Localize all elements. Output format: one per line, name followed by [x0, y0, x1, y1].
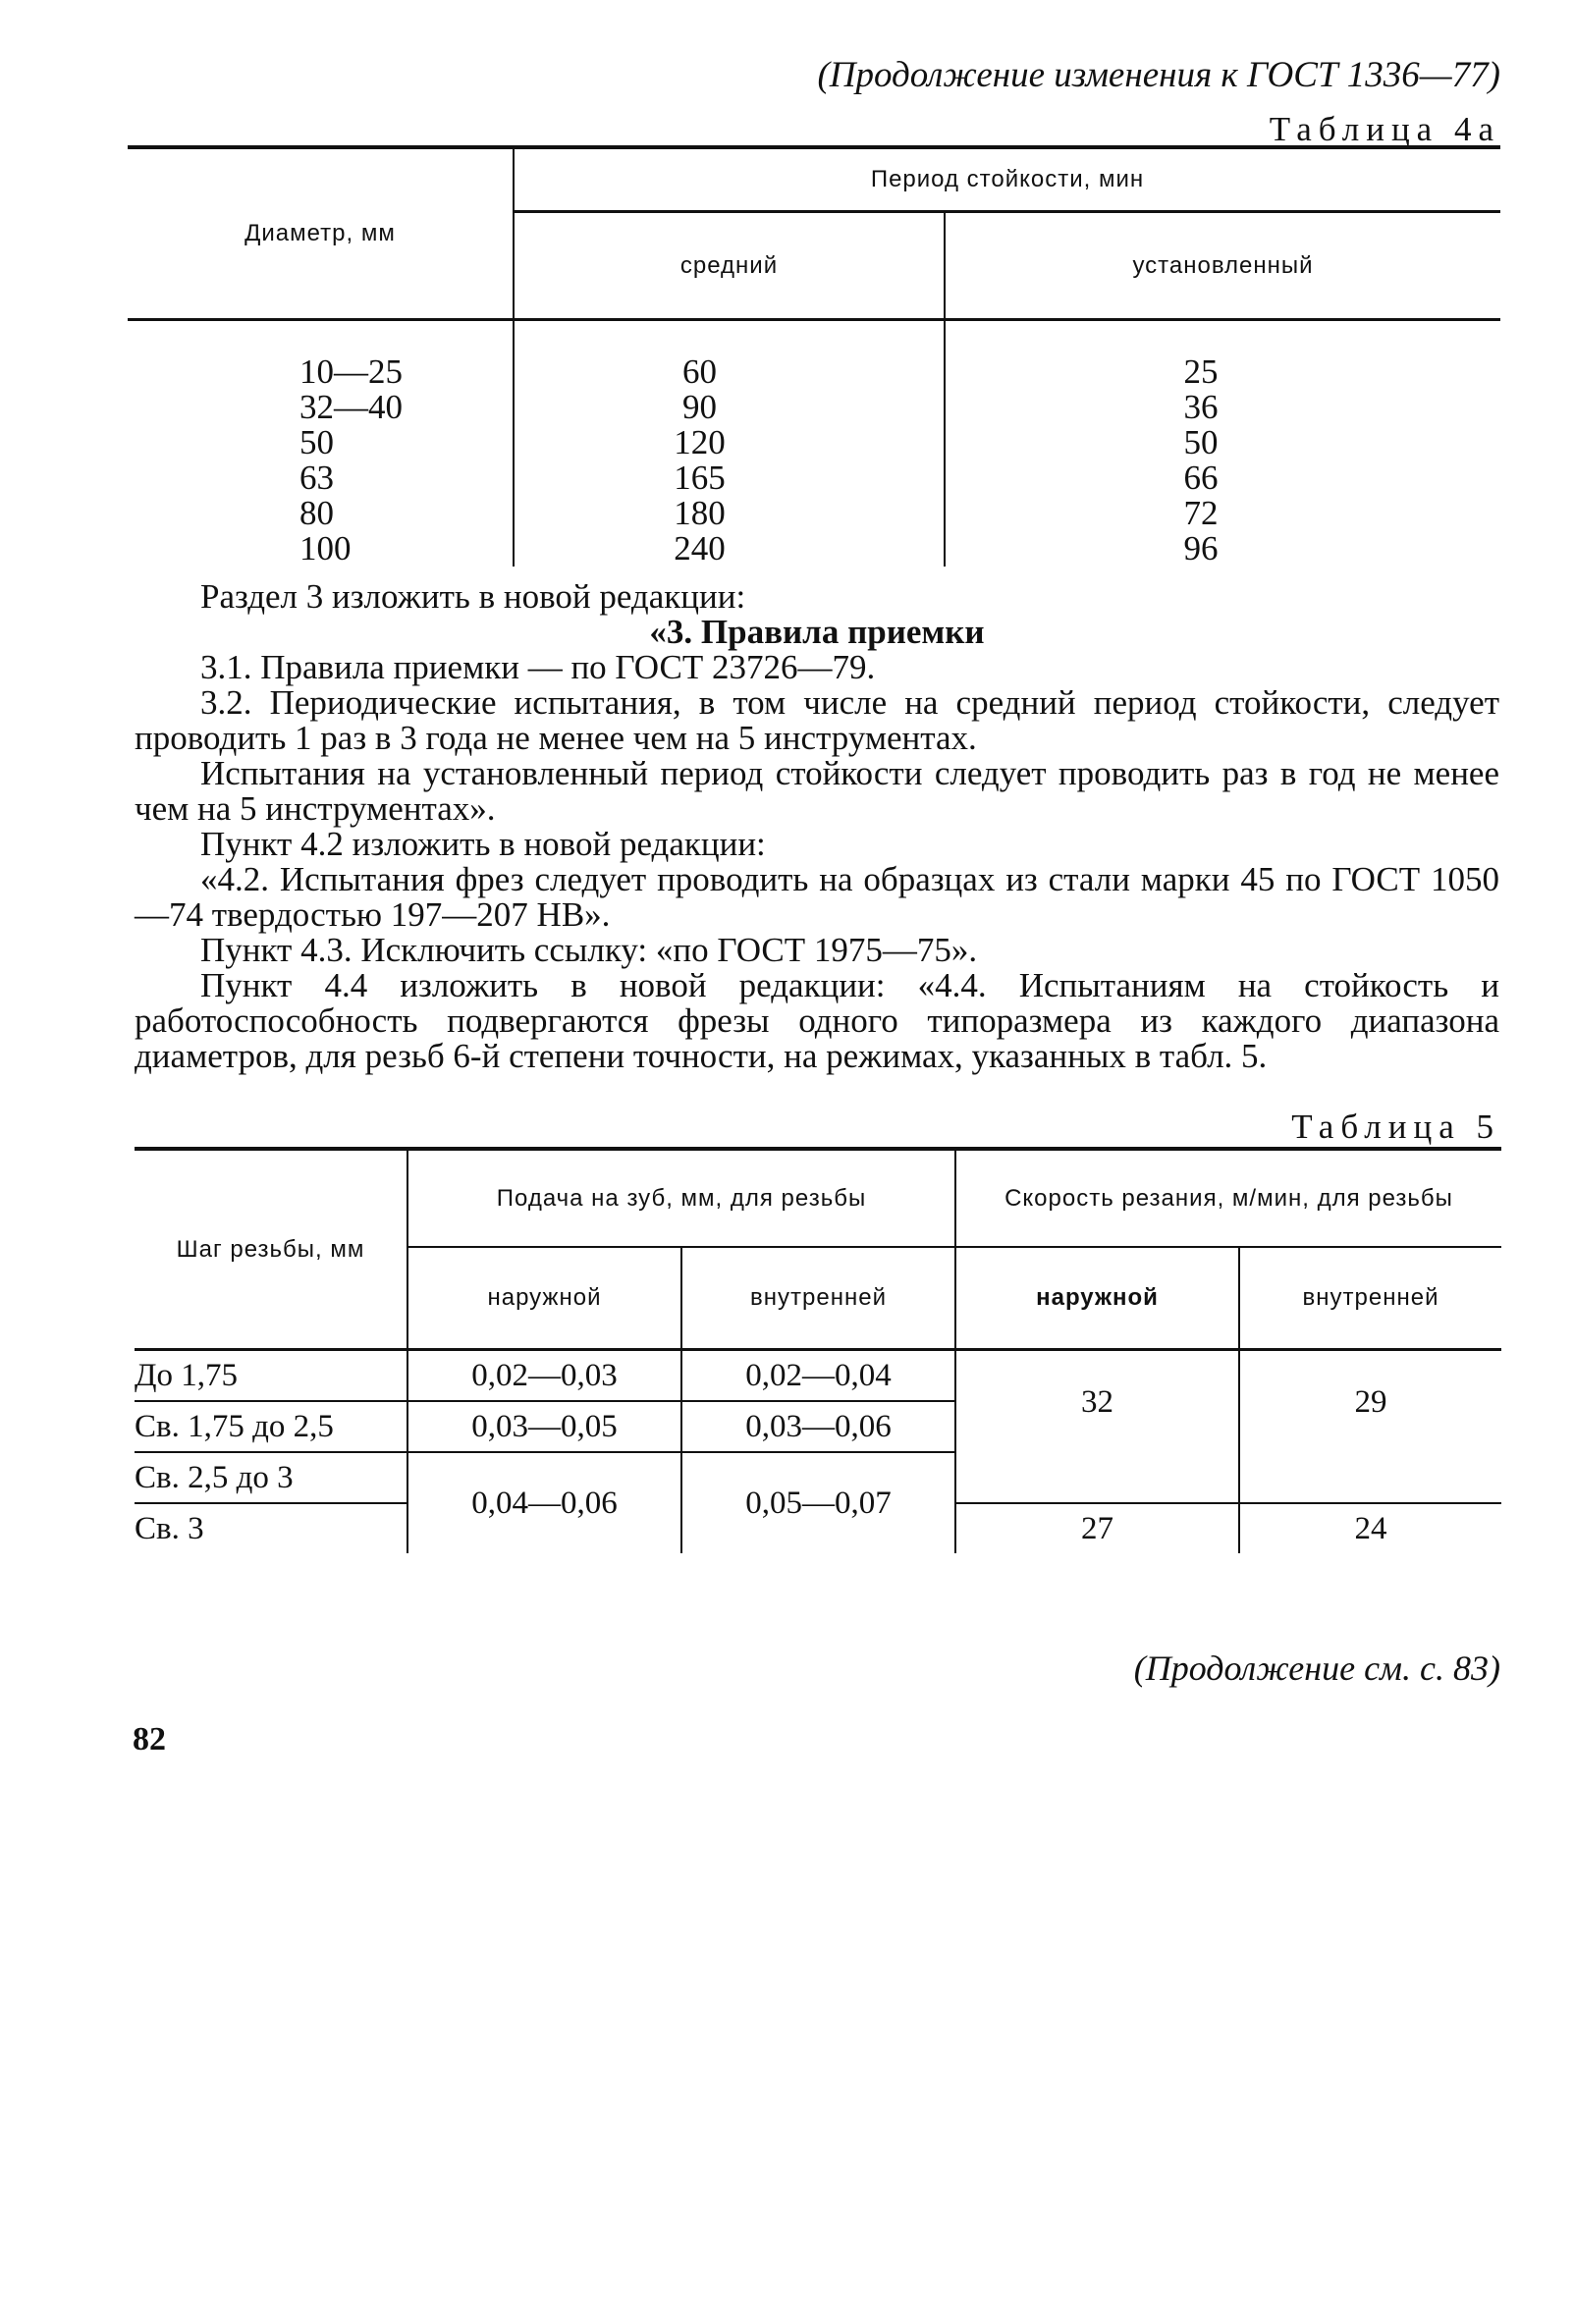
speed-value: 32 [955, 1350, 1239, 1453]
paragraph: Пункт 4.2 изложить в новой редакции: [200, 825, 766, 863]
col-established: установленный [945, 212, 1500, 320]
col-speed: Скорость резания, м/мин, для резьбы [955, 1149, 1501, 1247]
table-row: 100 240 96 [128, 531, 1500, 567]
col-feed-outer: наружной [407, 1247, 681, 1350]
table-row: До 1,75 0,02—0,03 0,02—0,04 32 29 [135, 1350, 1501, 1402]
table-row: 32—40 90 36 [128, 390, 1500, 425]
table-row: 80 180 72 [128, 496, 1500, 531]
col-diameter: Диаметр, мм [128, 147, 514, 320]
col-feed-inner: внутренней [681, 1247, 955, 1350]
table-5 [135, 1147, 1501, 1553]
paragraph: 3.2. Периодические испытания, в том числе на средний период стойкости, следует проводить 1 раз в 3 года не менее чем на 5 инструментах. [135, 683, 1499, 757]
table-row: Св. 3 27 24 [135, 1503, 1501, 1553]
paragraph: Пункт 4.4 изложить в новой редакции: «4.4. Испытаниям на стойкость и работоспособность подвергаются фрезы одного типоразмера из каждого диапазона диаметров, для резьб 6-й степени точности, на режимах, указанных в табл. 5. [135, 966, 1499, 1075]
table-4a [128, 145, 1500, 567]
col-speed-outer: наружной [955, 1247, 1239, 1350]
section-heading: «3. Правила приемки [649, 613, 985, 651]
page-number: 82 [133, 1721, 166, 1757]
paragraph: Испытания на установленный период стойкости следует проводить раз в год не менее чем на 5 инструментах». [135, 754, 1499, 828]
speed-value: 29 [1239, 1350, 1501, 1453]
col-average: средний [514, 212, 945, 320]
paragraph: 3.1. Правила приемки — по ГОСТ 23726—79. [200, 648, 876, 686]
table-row: 10—25 60 25 [128, 320, 1500, 391]
col-feed: Подача на зуб, мм, для резьбы [407, 1149, 955, 1247]
continuation-footer: (Продолжение см. с. 83) [1133, 1648, 1500, 1688]
col-period: Период стойкости, мин [514, 147, 1500, 212]
col-pitch: Шаг резьбы, мм [135, 1149, 407, 1350]
table-row: Св. 2,5 до 3 0,04—0,06 0,05—0,07 [135, 1452, 1501, 1503]
col-speed-inner: внутренней [1239, 1247, 1501, 1350]
table-row: 63 165 66 [128, 460, 1500, 496]
continuation-header: (Продолжение изменения к ГОСТ 1336—77) [817, 55, 1500, 95]
paragraph: Пункт 4.3. Исключить ссылку: «по ГОСТ 1975—75». [200, 931, 978, 969]
speed-value: 27 [955, 1503, 1239, 1553]
table5-caption: Таблица 5 [1291, 1108, 1500, 1146]
amendment-text [135, 579, 1499, 1074]
table-row: Св. 1,75 до 2,5 0,03—0,05 0,03—0,06 [135, 1401, 1501, 1452]
paragraph: Раздел 3 изложить в новой редакции: [200, 577, 746, 616]
table-row: 50 120 50 [128, 425, 1500, 460]
paragraph: «4.2. Испытания фрез следует проводить на образцах из стали марки 45 по ГОСТ 1050—74 твердостью 197—207 НВ». [135, 860, 1499, 934]
table4a-caption: Таблица 4а [1269, 110, 1500, 148]
speed-value: 24 [1239, 1503, 1501, 1553]
